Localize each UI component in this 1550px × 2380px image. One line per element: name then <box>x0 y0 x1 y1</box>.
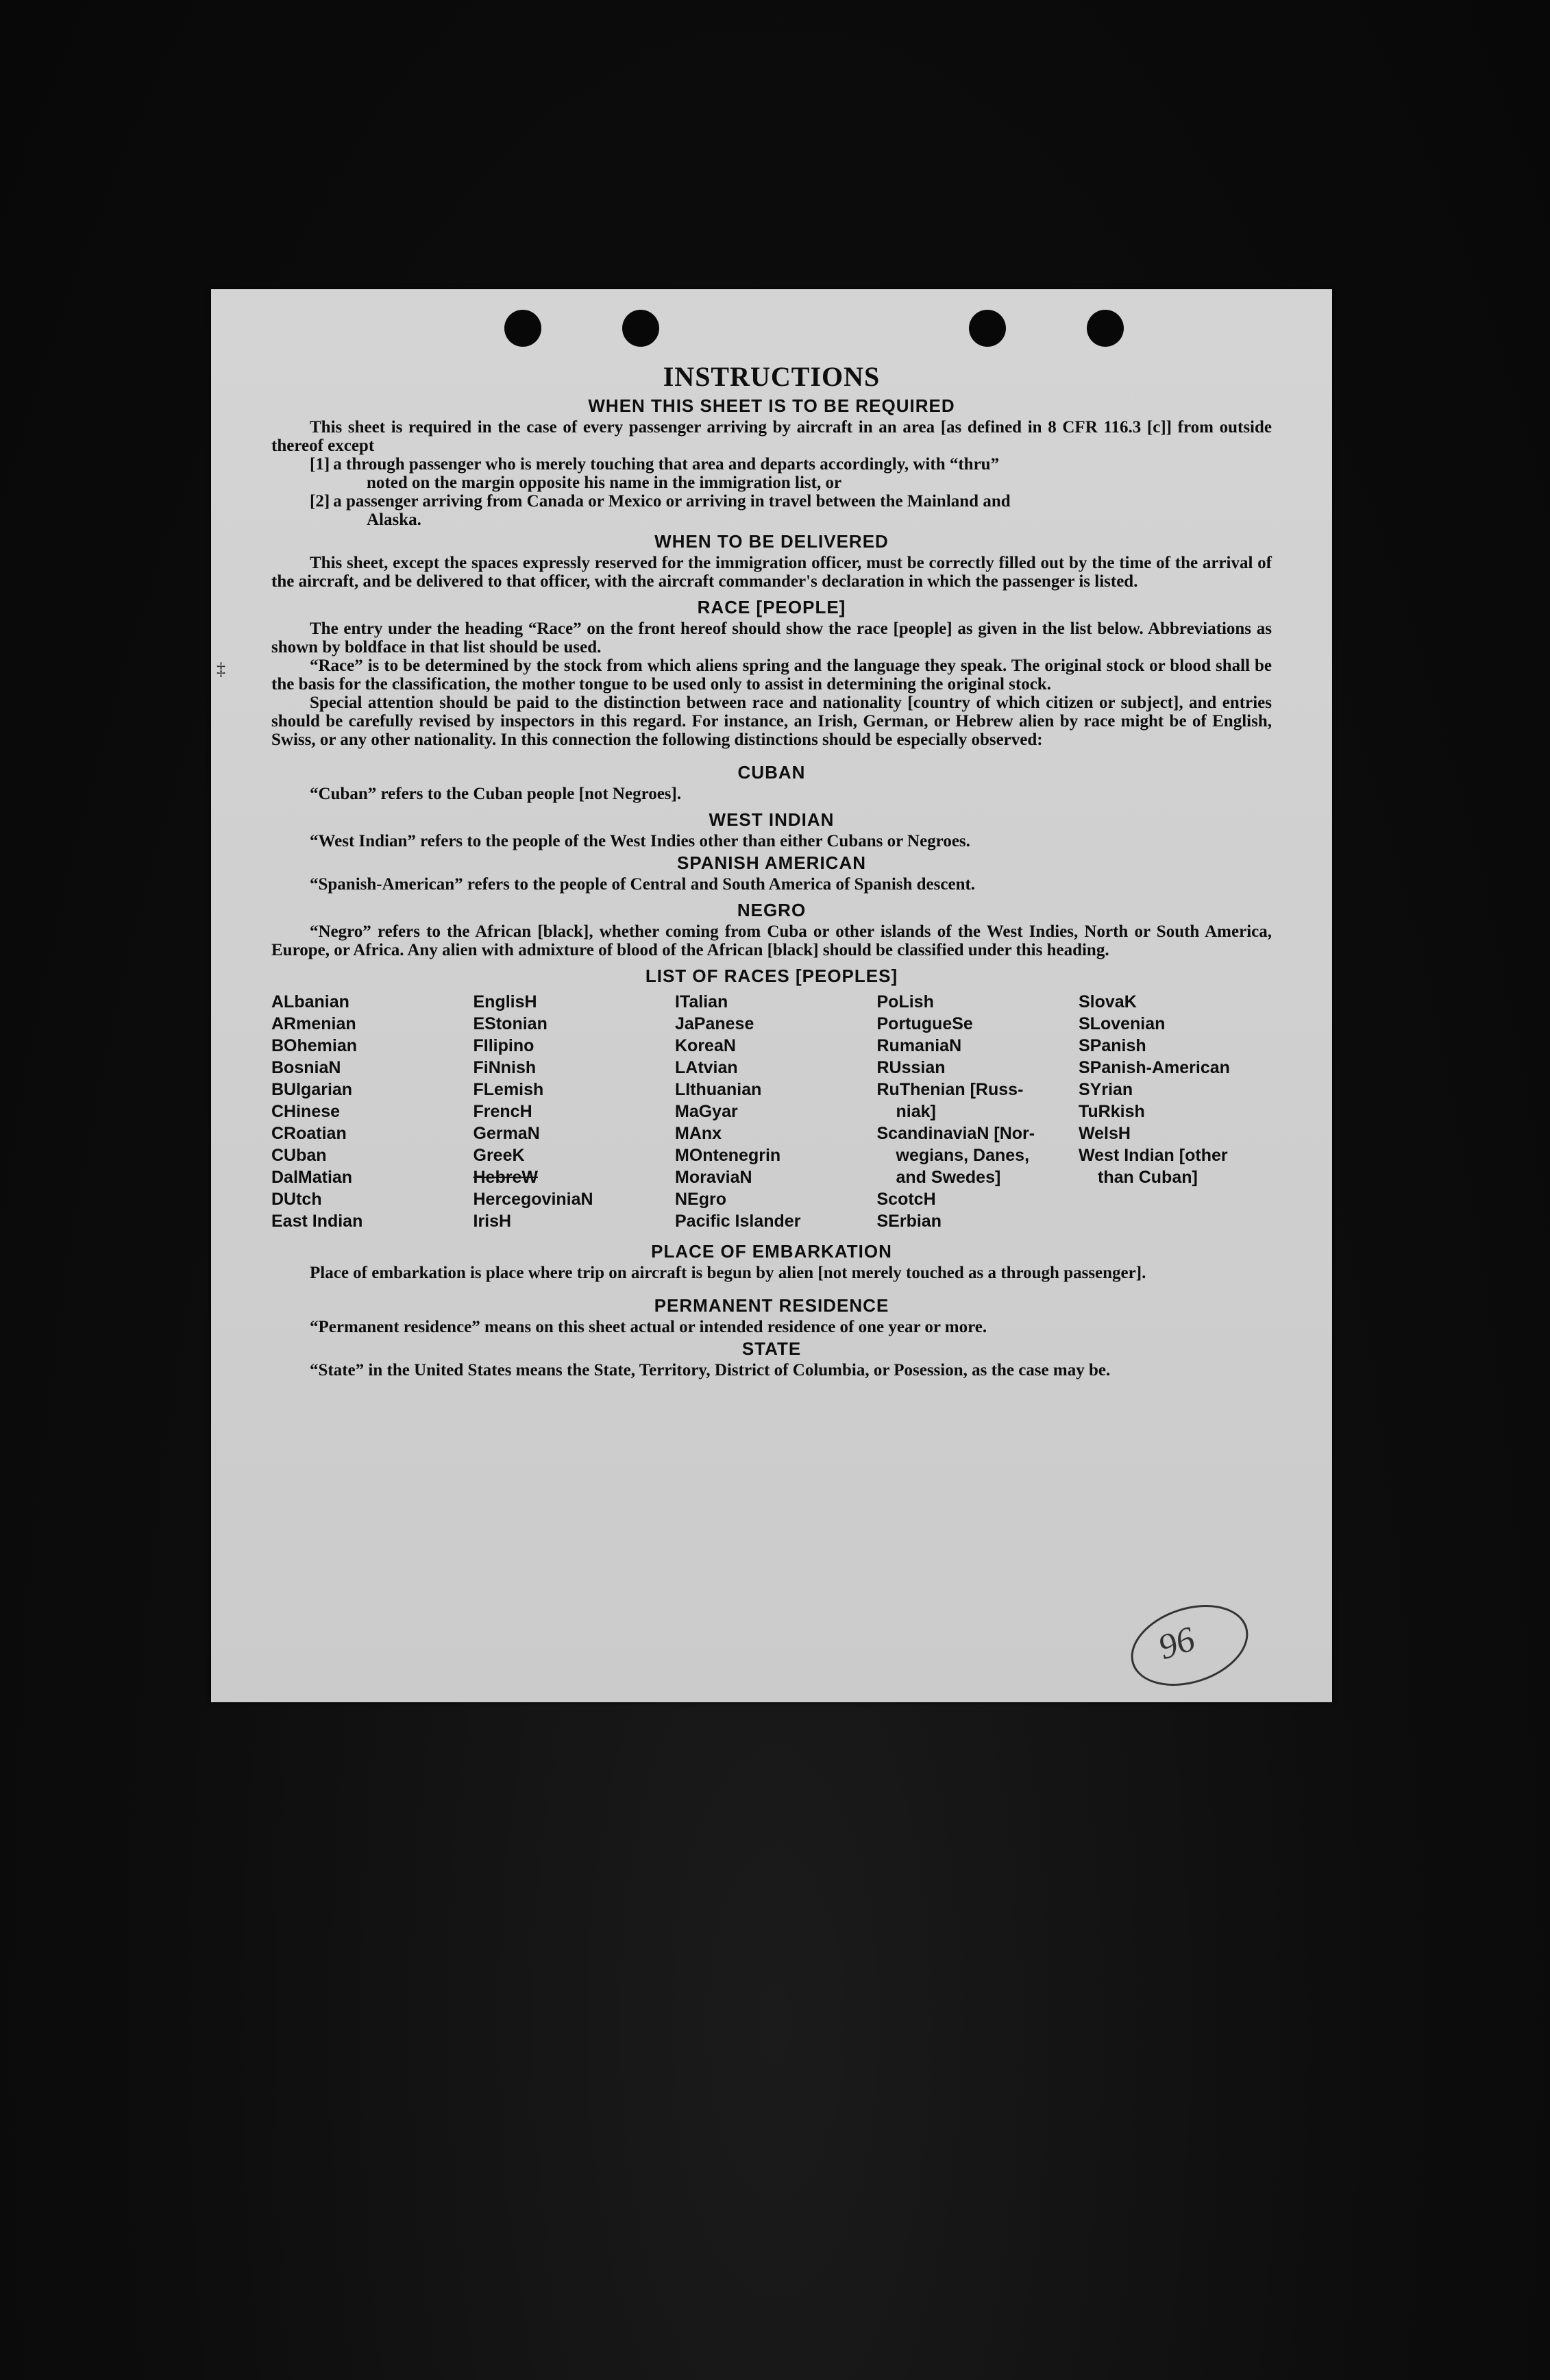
west-indian-heading: WEST INDIAN <box>709 809 835 830</box>
permanent-residence-heading: PERMANENT RESIDENCE <box>654 1295 889 1316</box>
west-indian-text: “West Indian” refers to the people of the West Indies other than either Cubans or Negroes. <box>310 832 970 850</box>
spanish-american-heading: SPANISH AMERICAN <box>676 852 866 873</box>
list-item: JaPanese <box>675 1014 754 1033</box>
margin-mark: ‡ <box>217 659 225 679</box>
negro-heading: NEGRO <box>737 900 807 920</box>
list-item: RuThenian [Russ- <box>876 1080 1024 1099</box>
list-item: SlovaK <box>1079 992 1137 1011</box>
list-item: SErbian <box>876 1212 942 1231</box>
races-column-1 <box>271 991 465 1232</box>
list-item: LIthuanian <box>675 1080 762 1099</box>
embarkation-heading: PLACE OF EMBARKATION <box>651 1241 892 1262</box>
list-item: DalMatian <box>271 1168 353 1187</box>
permanent-residence-text: “Permanent residence” means on this sheet actual or intended residence of one year or more. <box>310 1318 987 1336</box>
exception-item-1 <box>271 455 1272 492</box>
state-text: “State” in the United States means the State, Territory, District of Columbia, or Posession, as the case may be. <box>310 1361 1111 1379</box>
when-delivered-heading: WHEN TO BE DELIVERED <box>654 531 889 552</box>
list-item: GreeK <box>473 1146 525 1165</box>
cuban-text: “Cuban” refers to the Cuban people [not Negroes]. <box>310 785 682 803</box>
list-item: than Cuban] <box>1098 1168 1198 1187</box>
list-item: KoreaN <box>675 1036 736 1055</box>
item-text: a through passenger who is merely touching that area and departs accordingly, with “thru” <box>333 455 1000 474</box>
item-text-continued: noted on the margin opposite his name in the immigration list, or <box>367 474 842 492</box>
list-item: BOhemian <box>271 1036 358 1055</box>
state-heading: STATE <box>741 1338 802 1359</box>
races-column-5 <box>1079 991 1272 1232</box>
list-item: EStonian <box>473 1014 548 1033</box>
race-paragraph-3: Special attention should be paid to the distinction between race and nationality [country of which citizen or subject], and entries should be carefully revised by inspectors in this regard. For instance, an Irish, German, or Hebrew alien by race might be of English, Swiss, or any other nationality. In this connection the following distinctions should be especially observed: <box>271 694 1272 749</box>
list-item-struck: HebreW <box>473 1168 538 1187</box>
list-item: ARmenian <box>271 1014 356 1033</box>
item-number: [2] <box>310 492 330 511</box>
list-item: ScandinaviaN [Nor- <box>876 1124 1035 1143</box>
list-item: CHinese <box>271 1102 341 1121</box>
list-item: Pacific Islander <box>675 1212 801 1231</box>
list-item: NEgro <box>675 1190 726 1209</box>
list-item: PortugueSe <box>876 1014 973 1033</box>
races-column-3 <box>675 991 868 1232</box>
list-item: ScotcH <box>876 1190 936 1209</box>
list-item: ALbanian <box>271 992 349 1011</box>
spanish-american-text: “Spanish-American” refers to the people of Central and South America of Spanish descent. <box>310 875 976 894</box>
punch-hole <box>1087 310 1124 347</box>
list-item: FiNnish <box>473 1058 537 1077</box>
negro-text: “Negro” refers to the African [black], whether coming from Cuba or other islands of the West Indies, North or South America, Europe, or Africa. Any alien with admixture of blood of the African [black] should be classified under this heading. <box>271 922 1272 959</box>
list-item: CRoatian <box>271 1124 347 1143</box>
list-item: TuRkish <box>1079 1102 1145 1121</box>
list-item: MOntenegrin <box>675 1146 781 1165</box>
item-text-continued: Alaska. <box>367 511 421 529</box>
list-of-races-heading: LIST OF RACES [PEOPLES] <box>645 966 898 986</box>
exception-item-2 <box>271 492 1272 529</box>
punch-hole <box>622 310 659 347</box>
list-item: CUban <box>271 1146 327 1165</box>
list-item: EnglisH <box>473 992 537 1011</box>
list-item: PoLish <box>876 992 934 1011</box>
instructions-content <box>271 360 1272 1379</box>
list-item: wegians, Danes, <box>896 1146 1030 1165</box>
list-item: SLovenian <box>1079 1014 1166 1033</box>
list-item: HercegoviniaN <box>473 1190 593 1209</box>
list-item: SYrian <box>1079 1080 1133 1099</box>
page-title: INSTRUCTIONS <box>663 361 881 392</box>
list-item: BosniaN <box>271 1058 341 1077</box>
list-item: SPanish-American <box>1079 1058 1230 1077</box>
list-item: FLemish <box>473 1080 544 1099</box>
item-text: a passenger arriving from Canada or Mexico or arriving in travel between the Mainland and <box>333 492 1011 511</box>
races-column-4 <box>877 991 1070 1232</box>
list-item: MaGyar <box>675 1102 738 1121</box>
list-item: SPanish <box>1079 1036 1146 1055</box>
list-item: IrisH <box>473 1212 512 1231</box>
list-item: WelsH <box>1079 1124 1131 1143</box>
list-item: niak] <box>896 1102 936 1121</box>
list-item: MoraviaN <box>675 1168 752 1187</box>
race-heading: RACE [PEOPLE] <box>697 597 846 617</box>
when-required-intro: This sheet is required in the case of every passenger arriving by aircraft in an area [as defined in 8 CFR 116.3 [c]] from outside thereof except <box>271 418 1272 455</box>
list-item: FrencH <box>473 1102 532 1121</box>
list-item: ITalian <box>675 992 728 1011</box>
document-sheet <box>211 289 1332 1702</box>
list-item: GermaN <box>473 1124 540 1143</box>
list-item: West Indian [other <box>1079 1146 1228 1165</box>
list-item: DUtch <box>271 1190 322 1209</box>
embarkation-text: Place of embarkation is place where trip on aircraft is begun by alien [not merely touched as a through passenger]. <box>310 1264 1146 1282</box>
race-paragraph-2: “Race” is to be determined by the stock from which aliens spring and the language they speak. The original stock or blood shall be the basis for the classification, the mother tongue to be used only to assist in determining the original stock. <box>271 657 1272 694</box>
list-item: LAtvian <box>675 1058 738 1077</box>
races-list <box>271 991 1272 1232</box>
handwritten-circled-number <box>1120 1591 1258 1700</box>
when-required-heading: WHEN THIS SHEET IS TO BE REQUIRED <box>588 395 955 416</box>
punch-hole <box>969 310 1006 347</box>
list-item: RUssian <box>876 1058 946 1077</box>
race-paragraph-1: The entry under the heading “Race” on the front hereof should show the race [people] as given in the list below. Abbreviations as shown by boldface in that list should be used. <box>271 619 1272 657</box>
item-number: [1] <box>310 455 330 474</box>
when-delivered-text: This sheet, except the spaces expressly reserved for the immigration officer, must be correctly filled out by the time of the arrival of the aircraft, and be delivered to that officer, with the aircraft commander's declaration in which the passenger is listed. <box>271 554 1272 591</box>
cuban-heading: CUBAN <box>737 762 806 783</box>
races-column-2 <box>473 991 667 1232</box>
list-item: RumaniaN <box>876 1036 962 1055</box>
list-item: BUlgarian <box>271 1080 353 1099</box>
handwritten-number: 96 <box>1153 1619 1200 1668</box>
list-item: East Indian <box>271 1212 363 1231</box>
list-item: FIlipino <box>473 1036 534 1055</box>
list-item: and Swedes] <box>896 1168 1001 1187</box>
punch-hole <box>504 310 541 347</box>
list-item: MAnx <box>675 1124 722 1143</box>
